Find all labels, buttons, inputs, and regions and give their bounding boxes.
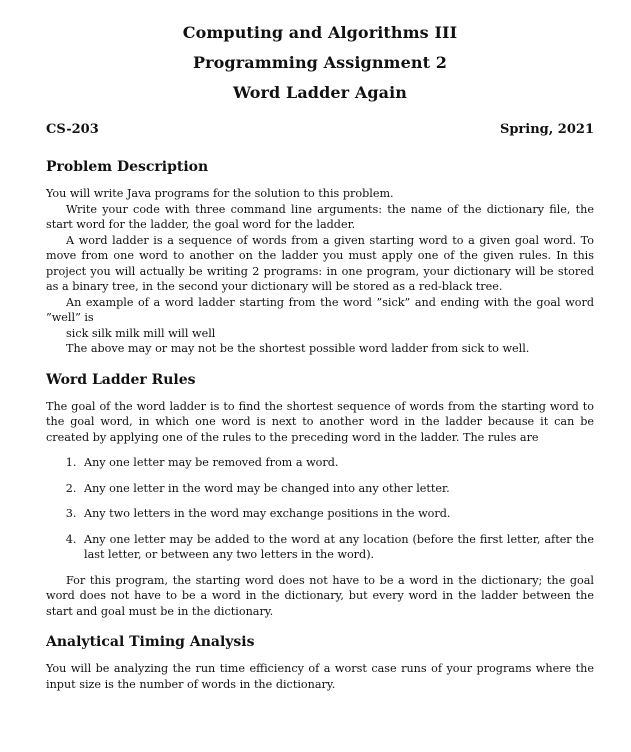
section-timing-analysis bbox=[46, 633, 594, 692]
paragraph: You will write Java programs for the solution to this problem. bbox=[46, 187, 394, 200]
rules-list bbox=[46, 455, 594, 563]
list-item: 2. Any one letter in the word may be changed into any other letter. bbox=[80, 481, 594, 497]
section-problem-description bbox=[46, 158, 594, 357]
section-heading: Problem Description bbox=[46, 159, 209, 175]
paragraph: You will be analyzing the run time efficiency of a worst case runs of your programs where the input size is the number of words in the dictionary. bbox=[46, 662, 594, 691]
assignment-subtitle: Word Ladder Again bbox=[232, 83, 408, 102]
example-ladder: sick silk milk mill will well bbox=[66, 326, 216, 340]
assignment-title: Programming Assignment 2 bbox=[192, 53, 447, 72]
meta-row bbox=[46, 122, 594, 138]
course-code: CS-203 bbox=[46, 122, 99, 137]
paragraph: The above may or may not be the shortest possible word ladder from sick to well. bbox=[66, 342, 530, 355]
section-word-ladder-rules bbox=[46, 371, 594, 620]
list-item: 3. Any two letters in the word may exchange positions in the word. bbox=[80, 506, 594, 522]
section-heading: Analytical Timing Analysis bbox=[46, 634, 255, 650]
paragraph: A word ladder is a sequence of words from a given starting word to a given goal word. To move from one word to another on the ladder you must apply one of the given rules. In this project you will actually be writing 2 programs: in one program, your dictionary will be stored as a binary tree, in the second your dictionary will be stored as a red-black tree. bbox=[46, 233, 594, 293]
title-block bbox=[46, 18, 594, 108]
paragraph: An example of a word ladder starting from the word ”sick” and ending with the goal word ”well” is bbox=[46, 295, 594, 324]
paragraph: Write your code with three command line arguments: the name of the dictionary file, the start word for the ladder, the goal word for the ladder. bbox=[46, 202, 594, 231]
paragraph: The goal of the word ladder is to find the shortest sequence of words from the starting word to the goal word, in which one word is next to another word in the ladder because it can be created by applying one of the rules to the preceding word in the ladder. The rules are bbox=[46, 399, 594, 444]
term: Spring, 2021 bbox=[499, 122, 594, 137]
paragraph: For this program, the starting word does not have to be a word in the dictionary; the goal word does not have to be a word in the dictionary, but every word in the ladder between the start and goal must be in the dictionary. bbox=[46, 573, 594, 618]
course-title: Computing and Algorithms III bbox=[182, 23, 458, 42]
list-item: 1. Any one letter may be removed from a word. bbox=[80, 455, 594, 471]
list-item: 4. Any one letter may be added to the word at any location (before the first letter, after the last letter, or between any two letters in the word). bbox=[80, 532, 594, 563]
section-heading: Word Ladder Rules bbox=[46, 371, 196, 388]
